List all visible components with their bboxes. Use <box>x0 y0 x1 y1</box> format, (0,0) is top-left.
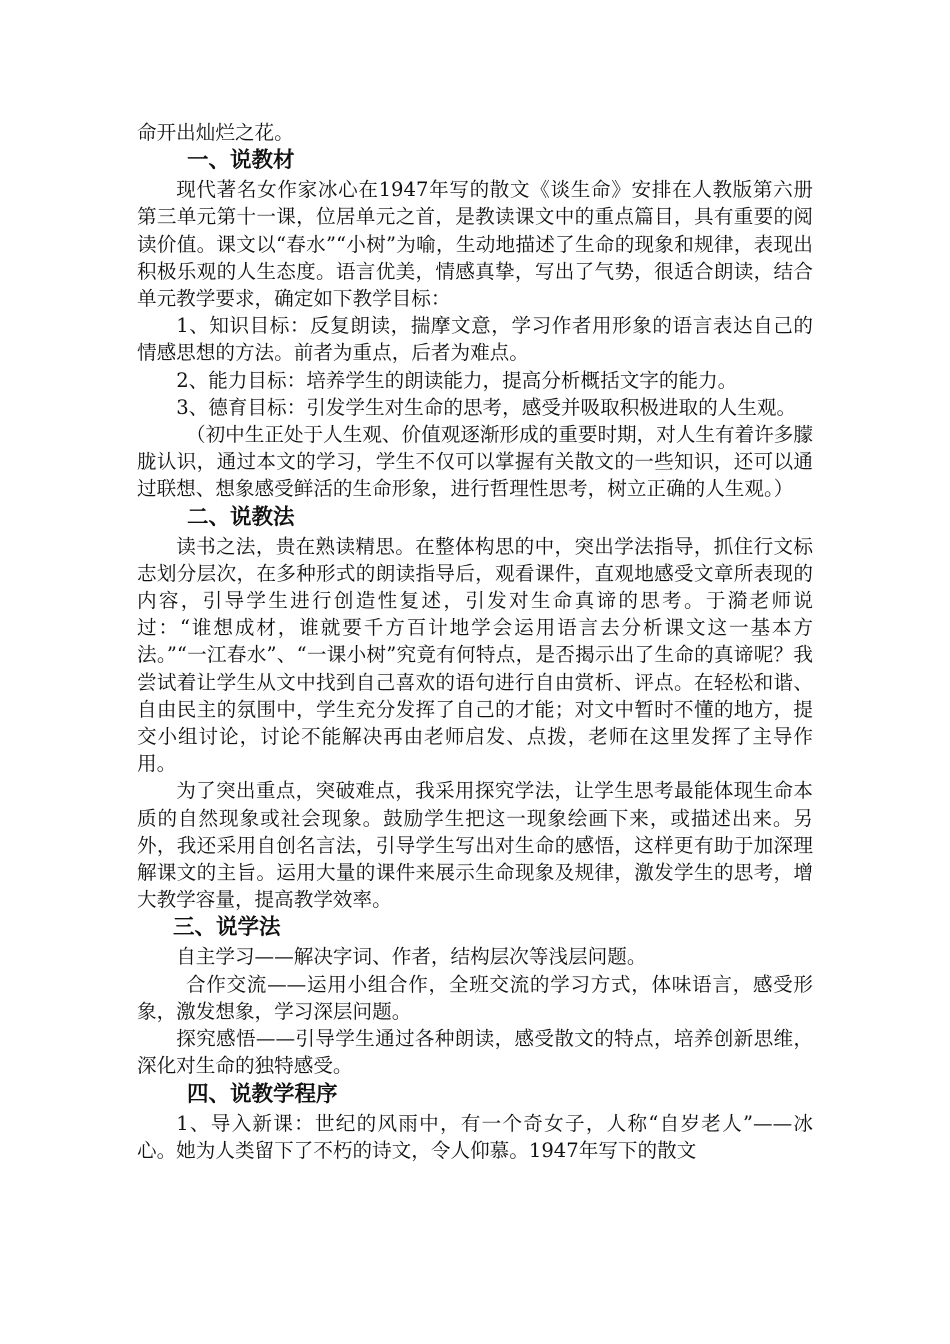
paragraph-textbook-intro: 现代著名女作家冰心在1947年写的散文《谈生命》安排在人教版第六册第三单元第十一课，位居单元之首，是教读课文中的重点篇目，具有重要的阅读价值。课文以“春水”“小树”为喻，生动地描述了生命的现象和规律，表现出积极乐观的人生态度。语言优美，情感真挚，写出了气势，很适合朗读，结合单元教学要求，确定如下教学目标： <box>137 178 813 311</box>
section-heading-procedure: 四、说教学程序 <box>187 1081 338 1107</box>
paragraph-goal-knowledge: 1、知识目标：反复朗读，揣摩文意，学习作者用形象的语言表达自己的情感思想的方法。前者为重点，后者为难点。 <box>137 314 813 365</box>
paragraph-method-inquiry: 为了突出重点，突破难点，我采用探究学法，让学生思考最能体现生命本质的自然现象或社会现象。鼓励学生把这一现象绘画下来，或描述出来。另外，我还采用自创名言法，引导学生写出对生命的感悟，这样更有助于加深理解课文的主旨。运用大量的课件来展示生命现象及规律，激发学生的思考，增大教学容量，提高教学效率。 <box>137 779 813 912</box>
paragraph-learning-inquiry: 探究感悟——引导学生通过各种朗读，感受散文的特点，培养创新思维，深化对生命的独特感受。 <box>137 1027 813 1078</box>
paragraph-procedure-intro: 1、导入新课：世纪的风雨中，有一个奇女子，人称“自岁老人”——冰心。她为人类留下了不朽的诗文，令人仰慕。1947年写下的散文 <box>137 1111 813 1162</box>
section-heading-textbook: 一、说教材 <box>187 148 295 174</box>
paragraph-method-reading: 读书之法，贵在熟读精思。在整体构思的中，突出学法指导，抓住行文标志划分层次，在多种形式的朗读指导后，观看课件，直观地感受文章所表现的内容，引导学生进行创造性复述，引发对生命真谛的思考。于漪老师说过：“谁想成材，谁就要千方百计地学会运用语言去分析课文这一基本方法。”“一江春水”、“一课小树”究竟有何特点，是否揭示出了生命的真谛呢？我尝试着让学生从文中找到自己喜欢的语句进行自由赏析、评点。在轻松和谐、自由民主的氛围中，学生充分发挥了自己的才能；对文中暂时不懂的地方，提交小组讨论，讨论不能解决再由老师启发、点拨，老师在这里发挥了主导作用。 <box>137 534 813 776</box>
paragraph-goal-ability: 2、能力目标：培养学生的朗读能力，提高分析概括文字的能力。 <box>176 368 738 392</box>
paragraph-note: （初中生正处于人生观、价值观逐渐形成的重要时期，对人生有着许多朦胧认识，通过本文的学习，学生不仅可以掌握有关散文的一些知识，还可以通过联想、想象感受鲜活的生命形象，进行哲理性思考，树立正确的人生观。） <box>137 423 813 501</box>
paragraph-learning-cooperation: 合作交流——运用小组合作，全班交流的学习方式，体味语言，感受形象，激发想象，学习深层问题。 <box>137 972 813 1023</box>
paragraph-learning-self: 自主学习——解决字词、作者，结构层次等浅层问题。 <box>176 945 647 969</box>
document-body <box>137 119 813 1164</box>
paragraph-continuation: 命开出灿烂之花。 <box>137 121 294 144</box>
section-heading-teaching-method: 二、说教法 <box>187 504 295 530</box>
paragraph-goal-moral: 3、德育目标：引发学生对生命的思考，感受并吸取积极进取的人生观。 <box>176 395 797 419</box>
section-heading-learning-method: 三、说学法 <box>173 915 281 941</box>
